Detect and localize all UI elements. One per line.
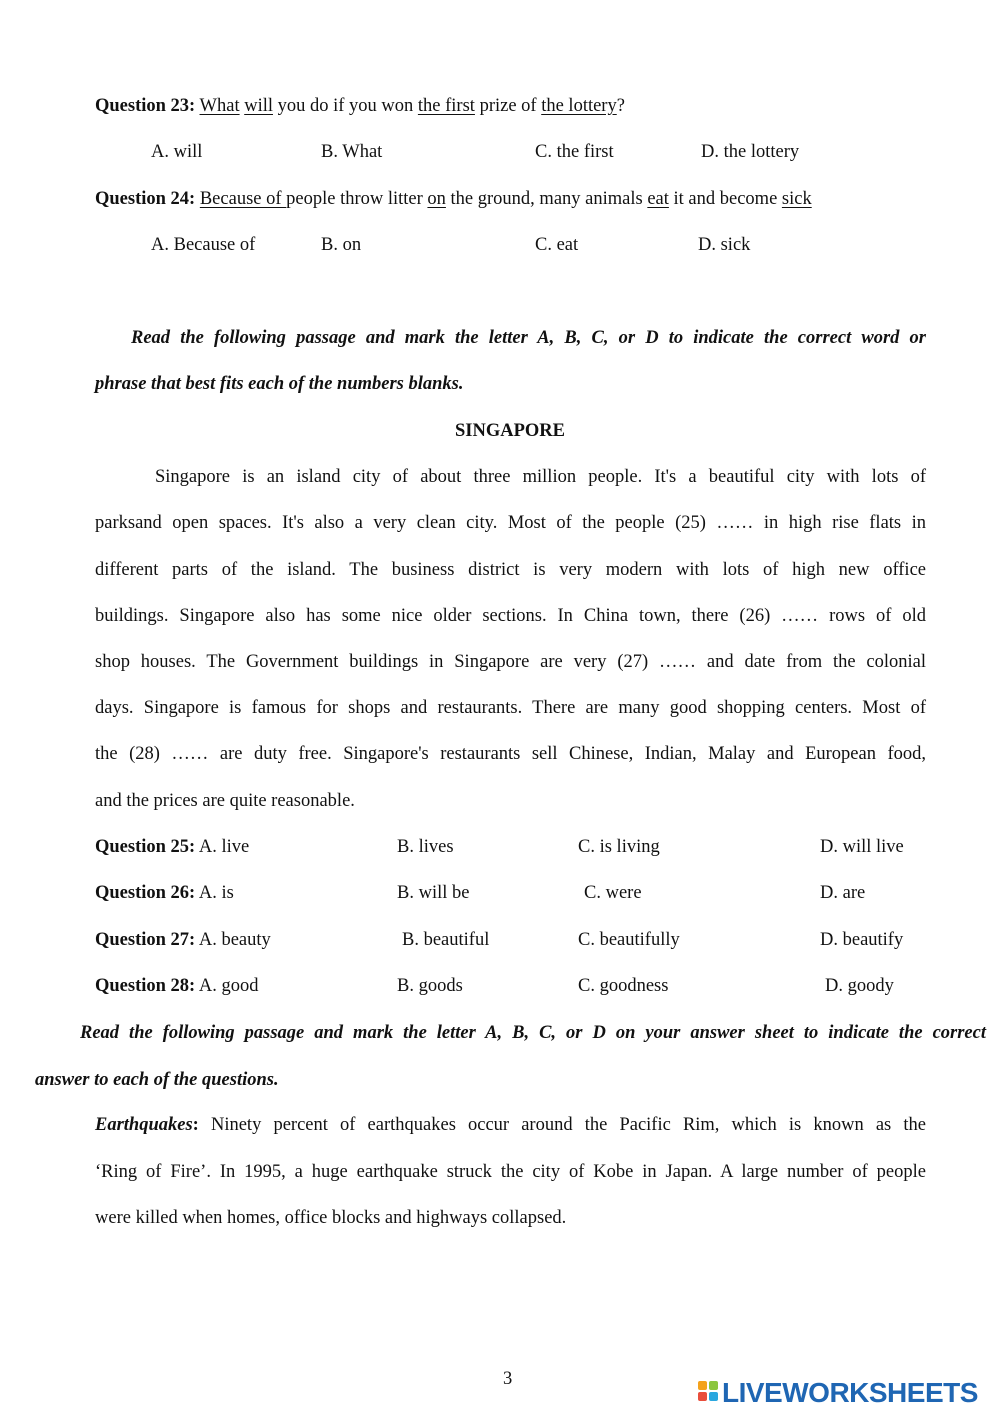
question-23: Question 23: What will you do if you won the first prize of the lottery?: [95, 96, 625, 116]
q26-option-c[interactable]: C. were: [584, 883, 642, 903]
q24-option-d[interactable]: D. sick: [698, 235, 751, 255]
q23-underlined-the-lottery: the lottery: [541, 96, 617, 116]
q25-option-c[interactable]: C. is living: [578, 837, 660, 857]
liveworksheets-logo[interactable]: [698, 1378, 994, 1408]
q28-option-c[interactable]: C. goodness: [578, 976, 669, 996]
instruction-1-line-2: phrase that best fits each of the numbers blanks.: [95, 374, 464, 394]
question-27: Question 27: A. beauty: [95, 930, 271, 950]
q23-underlined-what: What: [199, 96, 240, 116]
q23-underlined-the-first: the first: [417, 96, 475, 116]
passage-line-5: shop houses. The Government buildings in Singapore are very (27) …… and date from the colonial: [95, 652, 926, 672]
passage-line-7: the (28) …… are duty free. Singapore's restaurants sell Chinese, Indian, Malay and European food,: [95, 744, 926, 764]
q23-option-a[interactable]: A. will: [151, 142, 203, 162]
q24-option-c[interactable]: C. eat: [535, 235, 579, 255]
q25-option-a[interactable]: A. live: [198, 837, 250, 857]
passage-line-4: buildings. Singapore also has some nice older sections. In China town, there (26) …… rows of old: [95, 606, 926, 626]
passage-line-8: and the prices are quite reasonable.: [95, 791, 355, 811]
earthquakes-line-2: ‘Ring of Fire’. In 1995, a huge earthquake struck the city of Kobe in Japan. A large number of people: [95, 1162, 926, 1182]
passage-line-3: different parts of the island. The business district is very modern with lots of high new office: [95, 560, 926, 580]
liveworksheets-logo-icon: [698, 1381, 720, 1405]
question-26: Question 26: A. is: [95, 883, 234, 903]
q24-option-b[interactable]: B. on: [321, 235, 362, 255]
q28-option-b[interactable]: B. goods: [397, 976, 463, 996]
q27-option-d[interactable]: D. beautify: [820, 930, 904, 950]
q27-option-a[interactable]: A. beauty: [198, 930, 271, 950]
instruction-1-line-1: Read the following passage and mark the letter A, B, C, or D to indicate the correct word or: [131, 328, 926, 348]
q26-option-a[interactable]: A. is: [198, 883, 234, 903]
liveworksheets-logo-text: LIVEWORKSHEETS: [722, 1377, 978, 1408]
q24-underlined-sick: sick: [781, 189, 812, 209]
instruction-2-line-1: Read the following passage and mark the letter A, B, C, or D on your answer sheet to indicate the correct: [80, 1023, 986, 1043]
earthquakes-line-3: were killed when homes, office blocks and highways collapsed.: [95, 1208, 567, 1228]
passage-title: SINGAPORE: [455, 421, 565, 441]
instruction-2-line-2: answer to each of the questions.: [35, 1070, 279, 1090]
question-25: Question 25: A. live: [95, 837, 250, 857]
passage-line-6: days. Singapore is famous for shops and restaurants. There are many good shopping centers. Most of: [95, 698, 926, 718]
q24-underlined-on: on: [427, 189, 446, 209]
q23-option-b[interactable]: B. What: [321, 142, 383, 162]
q24-option-a[interactable]: A. Because of: [151, 235, 256, 255]
question-28: Question 28: A. good: [95, 976, 259, 996]
earthquakes-line-1: Earthquakes: Ninety percent of earthquakes occur around the Pacific Rim, which is known as the: [95, 1115, 926, 1135]
q26-option-d[interactable]: D. are: [820, 883, 866, 903]
q28-option-d[interactable]: D. goody: [825, 976, 894, 996]
q25-option-d[interactable]: D. will live: [820, 837, 904, 857]
q23-option-d[interactable]: D. the lottery: [701, 142, 800, 162]
q26-option-b[interactable]: B. will be: [397, 883, 470, 903]
earthquakes-heading: Earthquakes: [95, 1115, 193, 1135]
question-24: Question 24: Because of people throw litter on the ground, many animals eat it and become sick: [95, 189, 812, 209]
q23-underlined-will: will: [244, 96, 273, 116]
question-23-label: Question 23:: [95, 96, 196, 116]
passage-line-1: Singapore is an island city of about three million people. It's a beautiful city with lots of: [155, 467, 926, 487]
q28-option-a[interactable]: A. good: [198, 976, 259, 996]
q24-underlined-eat: eat: [647, 189, 669, 209]
q24-underlined-because-of: Because of: [199, 189, 287, 209]
q25-option-b[interactable]: B. lives: [397, 837, 454, 857]
passage-line-2: parksand open spaces. It's also a very clean city. Most of the people (25) …… in high rise flats in: [95, 513, 926, 533]
page-number: 3: [503, 1369, 513, 1389]
q27-option-c[interactable]: C. beautifully: [578, 930, 680, 950]
q23-option-c[interactable]: C. the first: [535, 142, 614, 162]
question-24-label: Question 24:: [95, 189, 196, 209]
q27-option-b[interactable]: B. beautiful: [402, 930, 490, 950]
